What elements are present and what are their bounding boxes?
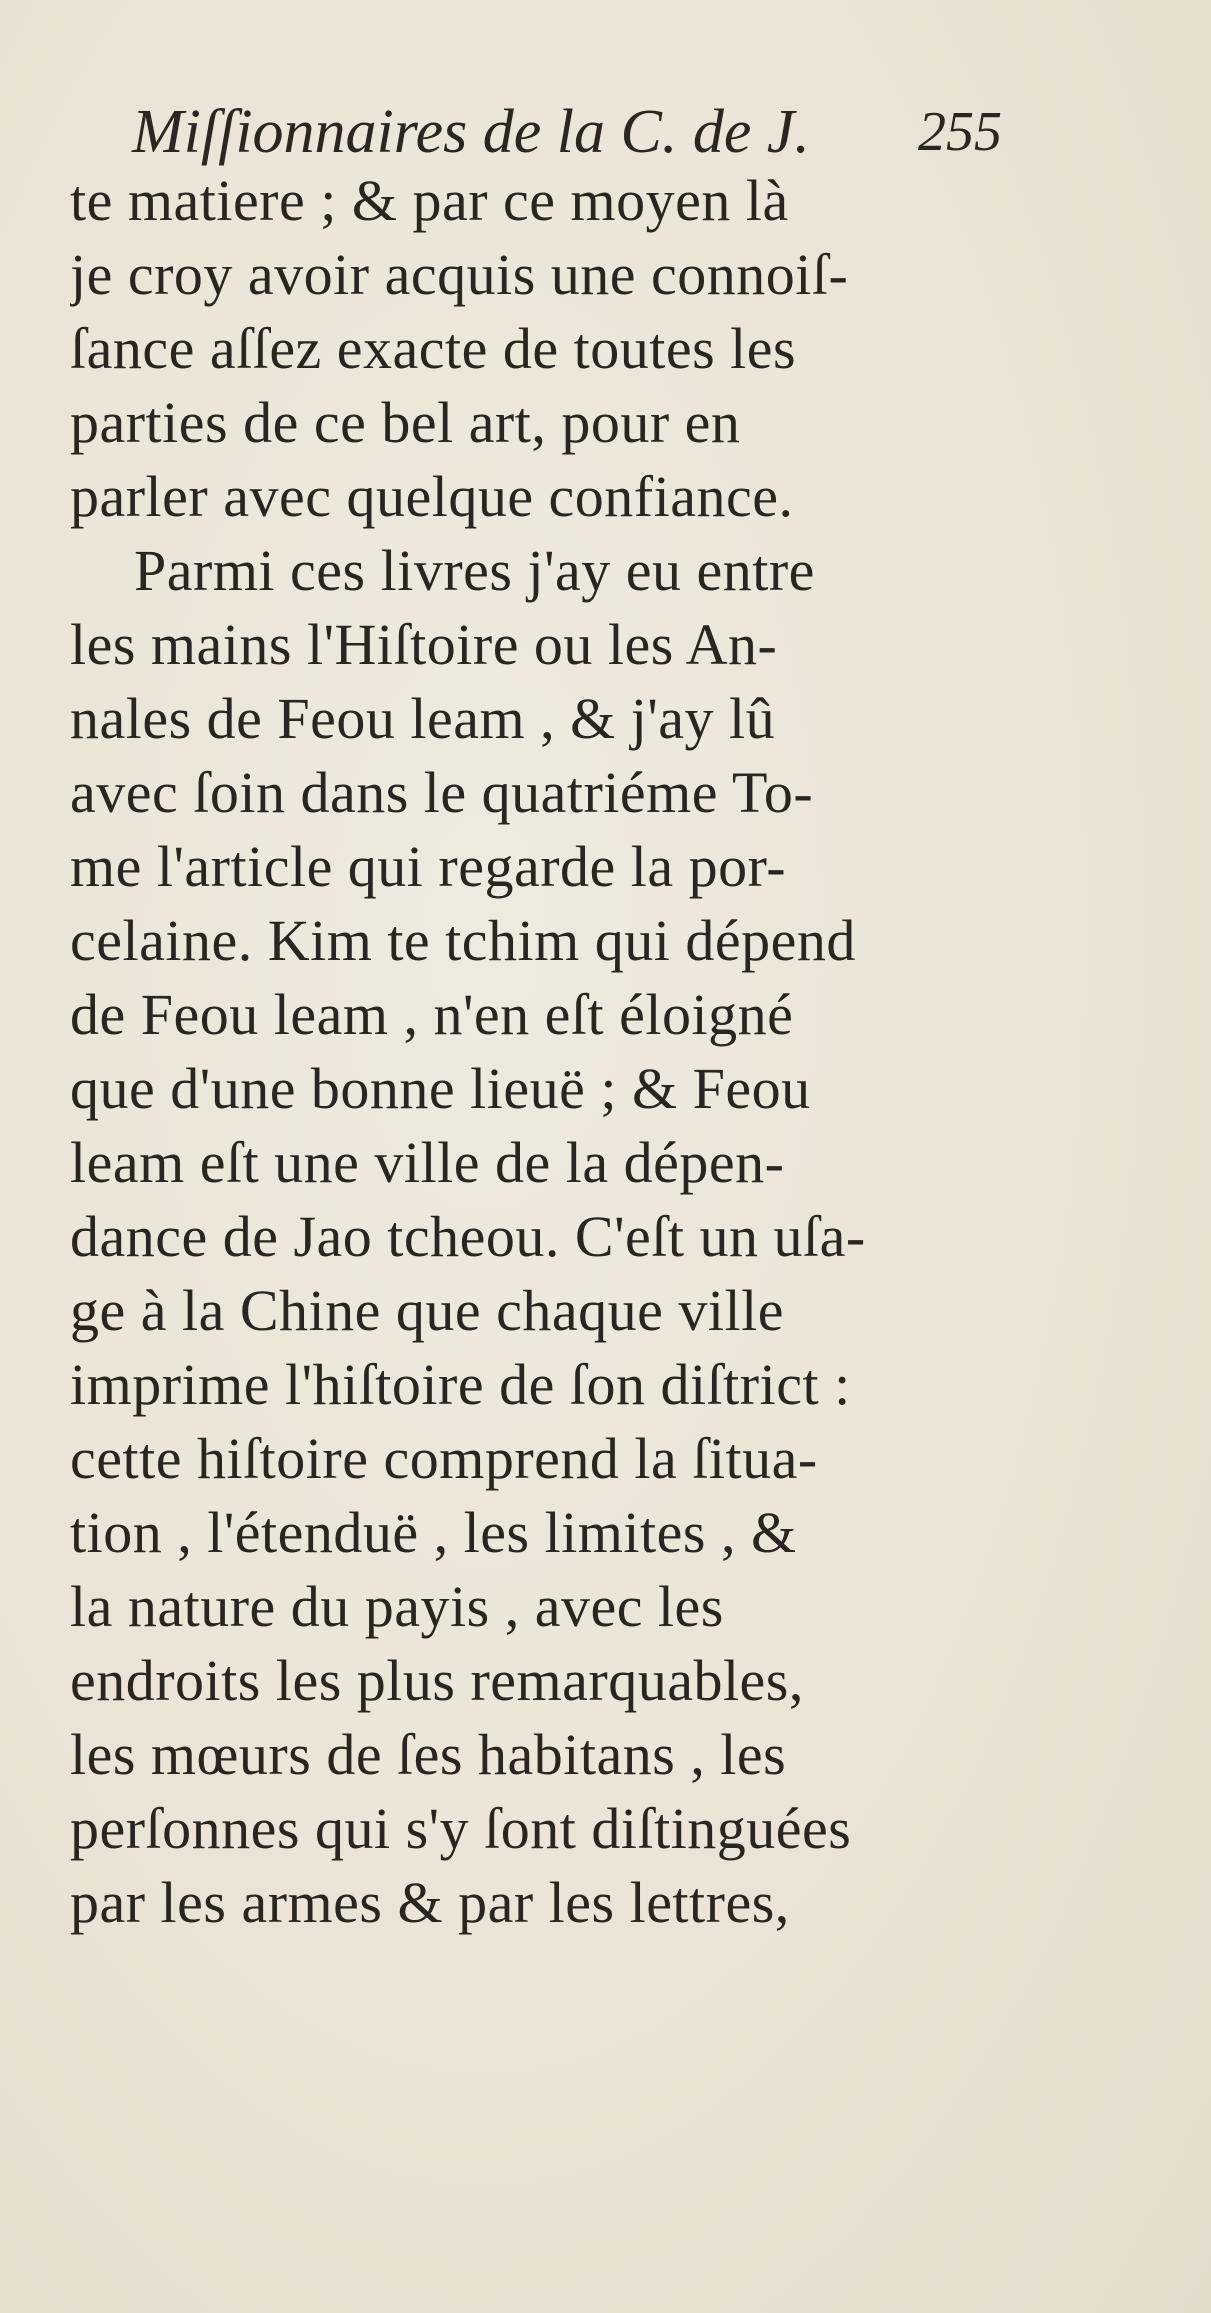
text-line: endroits les plus remarquables, <box>70 1648 804 1713</box>
text-line: ge à la Chine que chaque ville <box>70 1278 784 1343</box>
text-line: te matiere ; & par ce moyen là <box>70 168 789 233</box>
text-line: que d'une bonne lieuë ; & Feou <box>70 1056 811 1121</box>
paragraph-start-line: Parmi ces livres j'ay eu entre <box>134 538 815 603</box>
text-line: parties de ce bel art, pour en <box>70 390 741 455</box>
text-line: cette hiſtoire comprend la ſitua- <box>70 1426 818 1491</box>
text-line: dance de Jao tcheou. C'eſt un uſa- <box>70 1204 866 1269</box>
text-line: me l'article qui regarde la por- <box>70 834 787 899</box>
text-line: la nature du payis , avec les <box>70 1574 724 1639</box>
text-line: ſance aſſez exacte de toutes les <box>70 316 797 381</box>
text-line: parler avec quelque confiance. <box>70 464 794 529</box>
text-line: les mœurs de ſes habitans , les <box>70 1722 787 1787</box>
text-line: je croy avoir acquis une connoiſ- <box>70 242 849 307</box>
text-line: nales de Feou leam , & j'ay lû <box>70 686 776 751</box>
text-line: les mains l'Hiſtoire ou les An- <box>70 612 778 677</box>
text-line: imprime l'hiſtoire de ſon diſtrict : <box>70 1352 851 1417</box>
text-line: par les armes & par les lettres, <box>70 1870 790 1935</box>
text-line: leam eſt une ville de la dépen- <box>70 1130 785 1195</box>
page-number: 255 <box>918 101 1002 163</box>
running-head: Miſſionnaires de la C. de J. <box>132 98 810 166</box>
text-line: avec ſoin dans le quatriéme To- <box>70 760 814 825</box>
text-line: celaine. Kim te tchim qui dépend <box>70 908 856 973</box>
text-line: tion , l'étenduë , les limites , & <box>70 1500 797 1565</box>
text-line: perſonnes qui s'y ſont diſtinguées <box>70 1796 852 1861</box>
text-line: de Feou leam , n'en eſt éloigné <box>70 982 794 1047</box>
body-text <box>70 164 1010 1940</box>
page-header <box>132 92 1002 172</box>
